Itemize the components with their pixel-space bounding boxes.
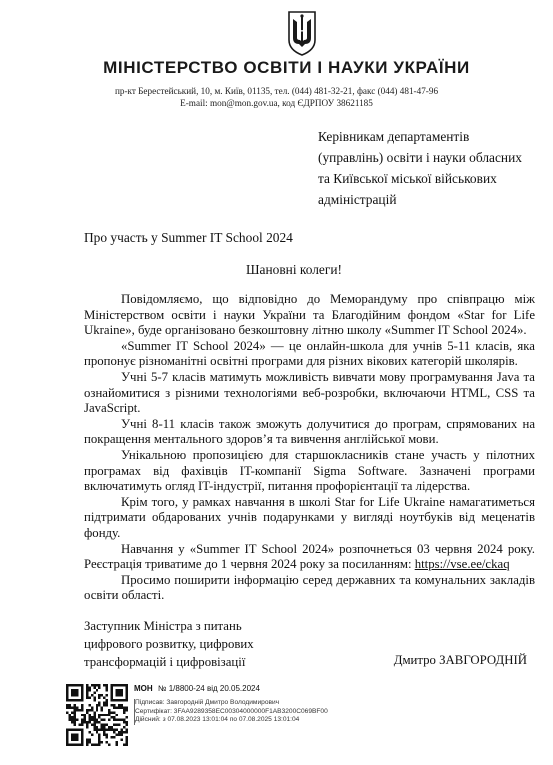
paragraph: Учні 8-11 класів також зможуть долучитися до програм, спрямованих на покращення ментального здоров’я та вивчення англійської мови. [84,416,535,447]
e-signature-certificate: Сертифікат: 3FAA9289358EC00304000000F1AB3200C069BF00 [135,707,328,715]
registration-number [134,684,354,693]
position-line: цифрового розвитку, цифрових [84,637,254,651]
ministry-contacts [60,86,493,109]
qr-code-icon [66,684,128,746]
position-line: трансформацій і цифровізації [84,655,246,669]
addressee-line: (управлінь) освіти і науки обласних [318,150,522,165]
e-signature-validity: Дійсний: з 07.08.2023 13:01:04 по 07.08.2025 13:01:04 [135,716,300,724]
signature-block [84,617,535,667]
paragraph: Повідомляємо, що відповідно до Меморандуму про співпрацю між Міністерством освіти і науки України та Благодійним фондом «Star for Life Ukraine», буде організовано безкоштовну літню школу «Summer IT School 2024». [84,292,535,338]
registration-stamp [134,684,354,725]
letter-subject: Про участь у Summer IT School 2024 [84,230,293,245]
e-signature-box [134,699,354,725]
ministry-title: МІНІСТЕРСТВО ОСВІТИ І НАУКИ УКРАЇНИ [103,58,470,77]
signatory-position [84,617,314,671]
registration-value: № 1/8800-24 від 20.05.2024 [157,684,260,693]
addressee-line: Керівникам департаментів [318,129,470,144]
letter-body [84,292,535,604]
signatory-name: Дмитро ЗАВГОРОДНІЙ [393,653,527,667]
registration-link[interactable]: https://vse.ee/ckaq [414,557,510,572]
addressee-line: адміністрацій [318,192,397,207]
paragraph: Просимо поширити інформацію серед державних та комунальних закладів освіти області. [84,572,535,603]
paragraph: «Summer IT School 2024» — це онлайн-школа для учнів 5-11 класів, яка пропонує різноманітні освітні програми для різних вікових категорій школярів. [84,338,535,369]
contacts-email: E-mail: mon@mon.gov.ua, код ЄДРПОУ 38621185 [180,97,373,108]
registration-text: Навчання у «Summer IT School 2024» розпочнеться 03 червня 2024 року. Реєстрація триватиме до 1 червня 2024 року за посиланням: [84,541,535,572]
contacts-address: пр-кт Берестейський, 10, м. Київ, 01135, тел. (044) 481-32-21, факс (044) 481-47-96 [114,86,439,96]
paragraph: Унікальною пропозицією для старшокласників стане участь у пілотних програмах від фахівців IT-компанії Sigma Software. Зазначені програми включатимуть огляд IT-індустрії, питання профорієнтації та лідерства. [84,447,535,494]
position-line: Заступник Міністра з питань [84,619,242,633]
registration-label: МОН [134,684,153,693]
e-signature-signer: Підписав: Завгородній Дмитро Володимирович [135,699,280,706]
coat-of-arms-icon [288,10,316,56]
addressee-block [318,126,548,210]
greeting: Шановні колеги! [246,262,342,277]
paragraph: Крім того, у рамках навчання в школі Star for Life Ukraine намагатиметься підтримати обдарованих учнів подарунками у вигляді ноутбуків від меценатів фонду. [84,494,535,540]
paragraph-registration [84,542,535,573]
paragraph: Учні 5-7 класів матимуть можливість вивчати мову програмування Java та ознайомитися з різними технологіями веб-розробки, включаючи HTML, CSS та JavaScript. [84,369,535,416]
addressee-line: та Київської міської військових [318,171,497,186]
